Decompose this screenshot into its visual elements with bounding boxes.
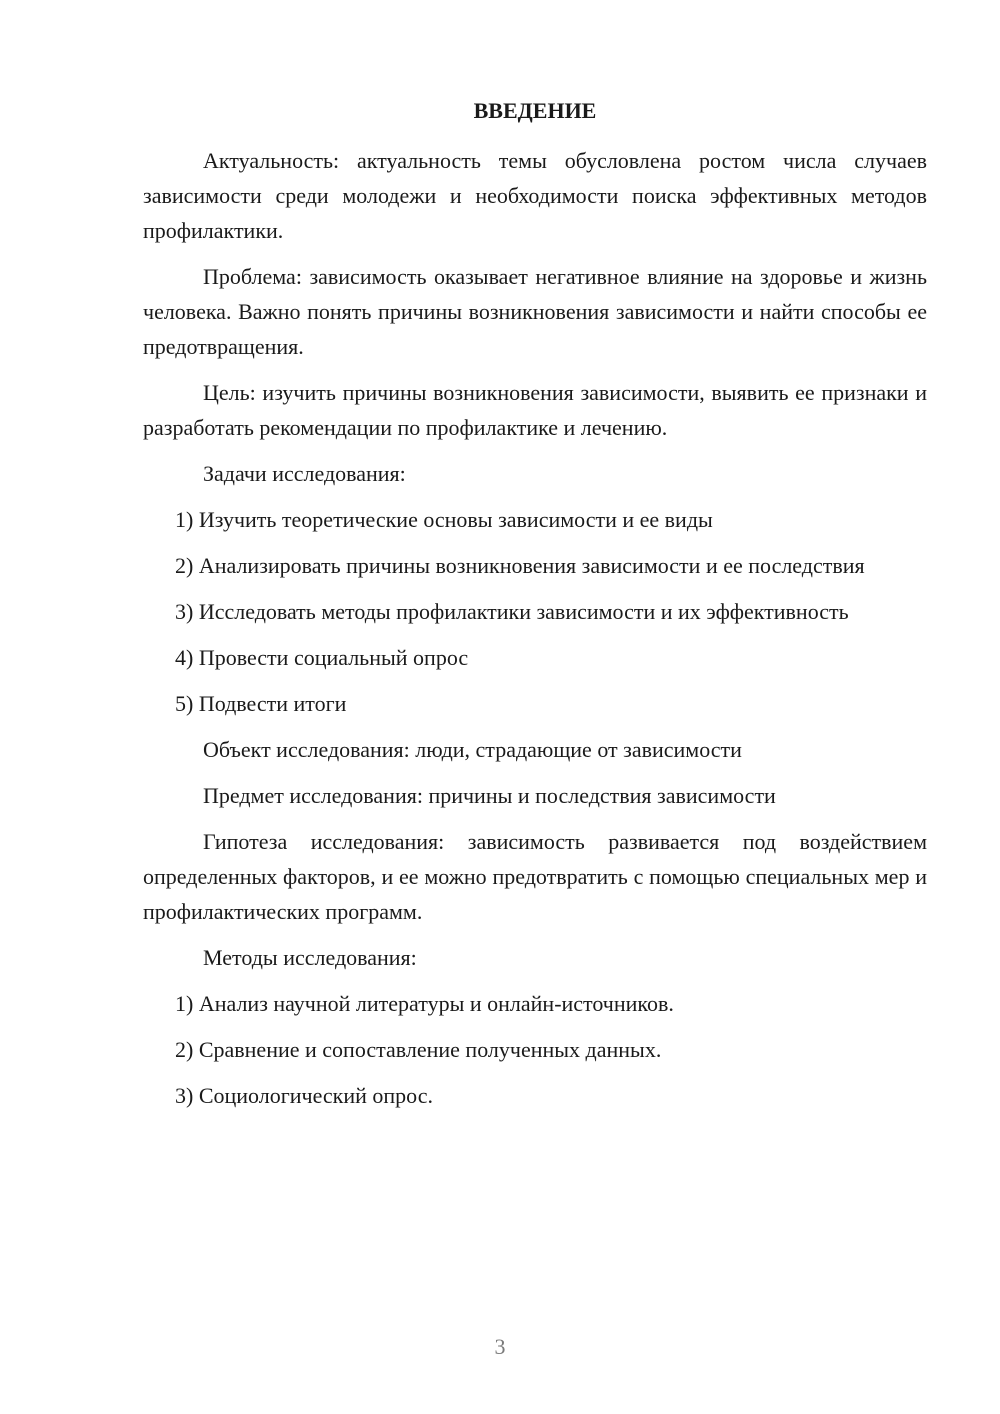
method-item: 3) Социологический опрос. — [175, 1083, 433, 1108]
task-item: 5) Подвести итоги — [175, 691, 347, 716]
task-item: 3) Исследовать методы профилактики зависимости и их эффективность — [175, 599, 849, 624]
problem-paragraph: Проблема: зависимость оказывает негативное влияние на здоровье и жизнь человека. Важно понять причины возникновения зависимости и найти способы ее предотвращения. — [143, 264, 927, 359]
page-number: 3 — [494, 1334, 506, 1359]
relevance-paragraph: Актуальность: актуальность темы обусловлена ростом числа случаев зависимости среди молодежи и необходимости поиска эффективных методов профилактики. — [143, 148, 927, 243]
task-item: 4) Провести социальный опрос — [175, 645, 469, 670]
tasks-title: Задачи исследования: — [203, 461, 406, 486]
method-item: 1) Анализ научной литературы и онлайн-источников. — [175, 991, 674, 1016]
document-body — [143, 143, 927, 1124]
task-item: 2) Анализировать причины возникновения зависимости и ее последствия — [175, 553, 865, 578]
research-subject: Предмет исследования: причины и последствия зависимости — [203, 783, 776, 808]
goal-paragraph: Цель: изучить причины возникновения зависимости, выявить ее признаки и разработать рекомендации по профилактике и лечению. — [143, 380, 927, 440]
task-item: 1) Изучить теоретические основы зависимости и ее виды — [175, 507, 713, 532]
research-object: Объект исследования: люди, страдающие от зависимости — [203, 737, 742, 762]
method-item: 2) Сравнение и сопоставление полученных данных. — [175, 1037, 662, 1062]
research-hypothesis: Гипотеза исследования: зависимость развивается под воздействием определенных факторов, и ее можно предотвратить с помощью специальных мер и профилактических программ. — [143, 829, 927, 924]
methods-title: Методы исследования: — [203, 945, 417, 970]
page-title: ВВЕДЕНИЕ — [473, 98, 597, 123]
